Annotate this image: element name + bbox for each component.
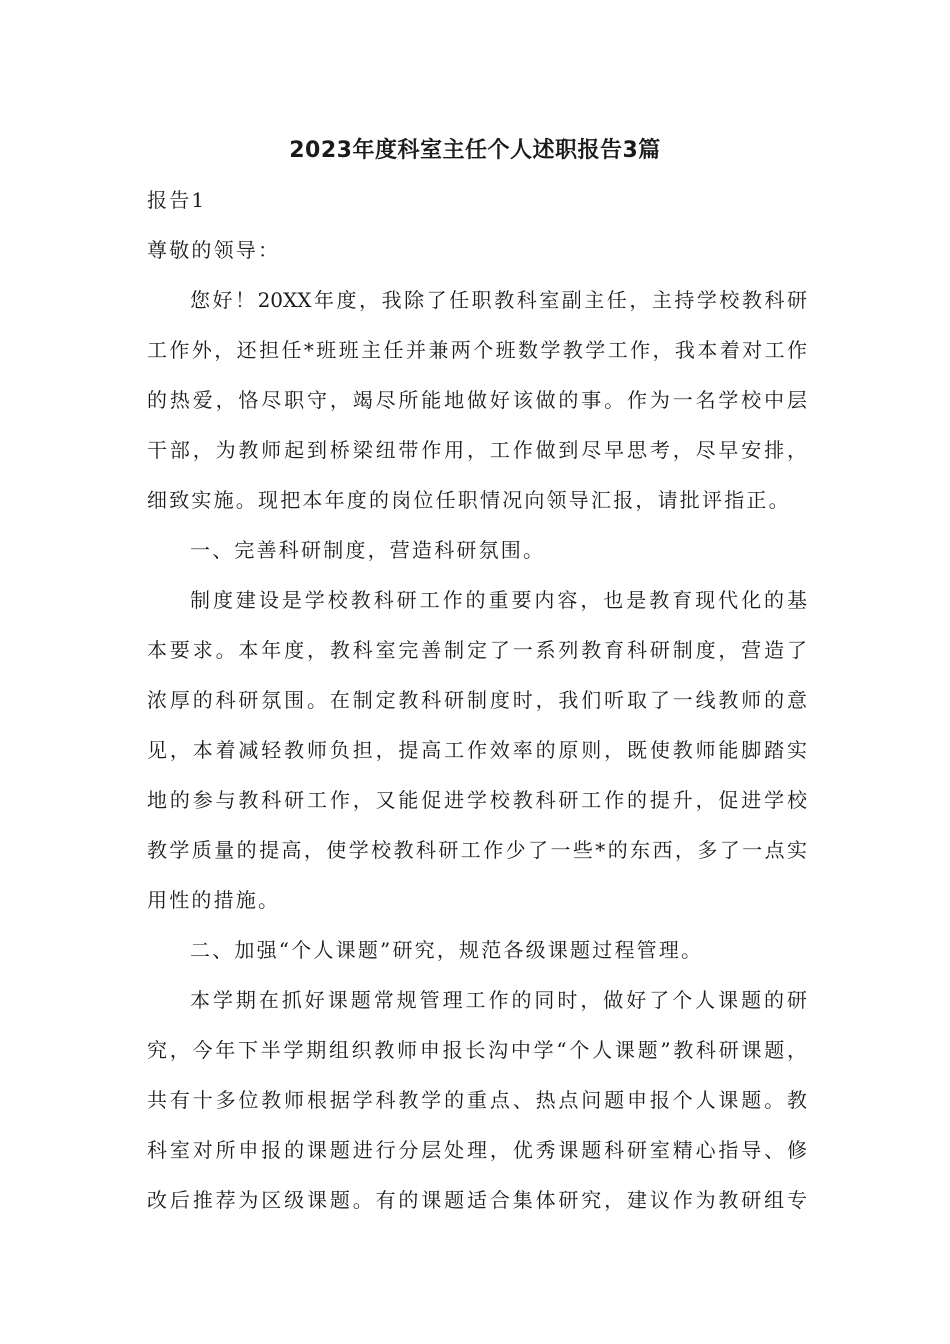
paragraph-line: 细致实施。现把本年度的岗位任职情况向领导汇报，请批评指正。 bbox=[147, 488, 791, 512]
document-title: 2023年度科室主任个人述职报告3篇 bbox=[289, 138, 661, 163]
section-heading: 二、加强“个人课题”研究，规范各级课题过程管理。 bbox=[190, 938, 704, 962]
paragraph-line: 本学期在抓好课题常规管理工作的同时，做好了个人课题的研 bbox=[190, 988, 807, 1012]
paragraph-line: 究，今年下半学期组织教师申报长沟中学“个人课题”教科研课题， bbox=[147, 1038, 807, 1062]
paragraph-line: 干部，为教师起到桥梁纽带作用，工作做到尽早思考，尽早安排， bbox=[147, 438, 807, 462]
paragraph-line: 共有十多位教师根据学科教学的重点、热点问题申报个人课题。教 bbox=[147, 1088, 807, 1112]
paragraph-line: 用性的措施。 bbox=[147, 888, 281, 912]
paragraph-line: 见，本着减轻教师负担，提高工作效率的原则，既使教师能脚踏实 bbox=[147, 738, 807, 762]
paragraph-line: 地的参与教科研工作，又能促进学校教科研工作的提升，促进学校 bbox=[147, 788, 807, 812]
paragraph-line: 本要求。本年度，教科室完善制定了一系列教育科研制度，营造了 bbox=[147, 638, 807, 662]
salutation: 尊敬的领导： bbox=[147, 238, 281, 262]
paragraph-line: 教学质量的提高，使学校教科研工作少了一些*的东西，多了一点实 bbox=[147, 838, 807, 862]
section-heading: 一、完善科研制度，营造科研氛围。 bbox=[190, 538, 546, 562]
paragraph-line: 工作外，还担任*班班主任并兼两个班数学教学工作，我本着对工作 bbox=[147, 338, 807, 362]
section-label: 报告1 bbox=[147, 188, 207, 212]
paragraph-line: 改后推荐为区级课题。有的课题适合集体研究，建议作为教研组专 bbox=[147, 1188, 807, 1212]
paragraph-line: 浓厚的科研氛围。在制定教科研制度时，我们听取了一线教师的意 bbox=[147, 688, 807, 712]
paragraph-line: 科室对所申报的课题进行分层处理，优秀课题科研室精心指导、修 bbox=[147, 1138, 807, 1162]
paragraph-line: 的热爱，恪尽职守，竭尽所能地做好该做的事。作为一名学校中层 bbox=[147, 388, 807, 412]
paragraph-line: 制度建设是学校教科研工作的重要内容，也是教育现代化的基 bbox=[190, 588, 807, 612]
paragraph-line: 您好！20XX年度，我除了任职教科室副主任，主持学校教科研 bbox=[190, 288, 807, 312]
